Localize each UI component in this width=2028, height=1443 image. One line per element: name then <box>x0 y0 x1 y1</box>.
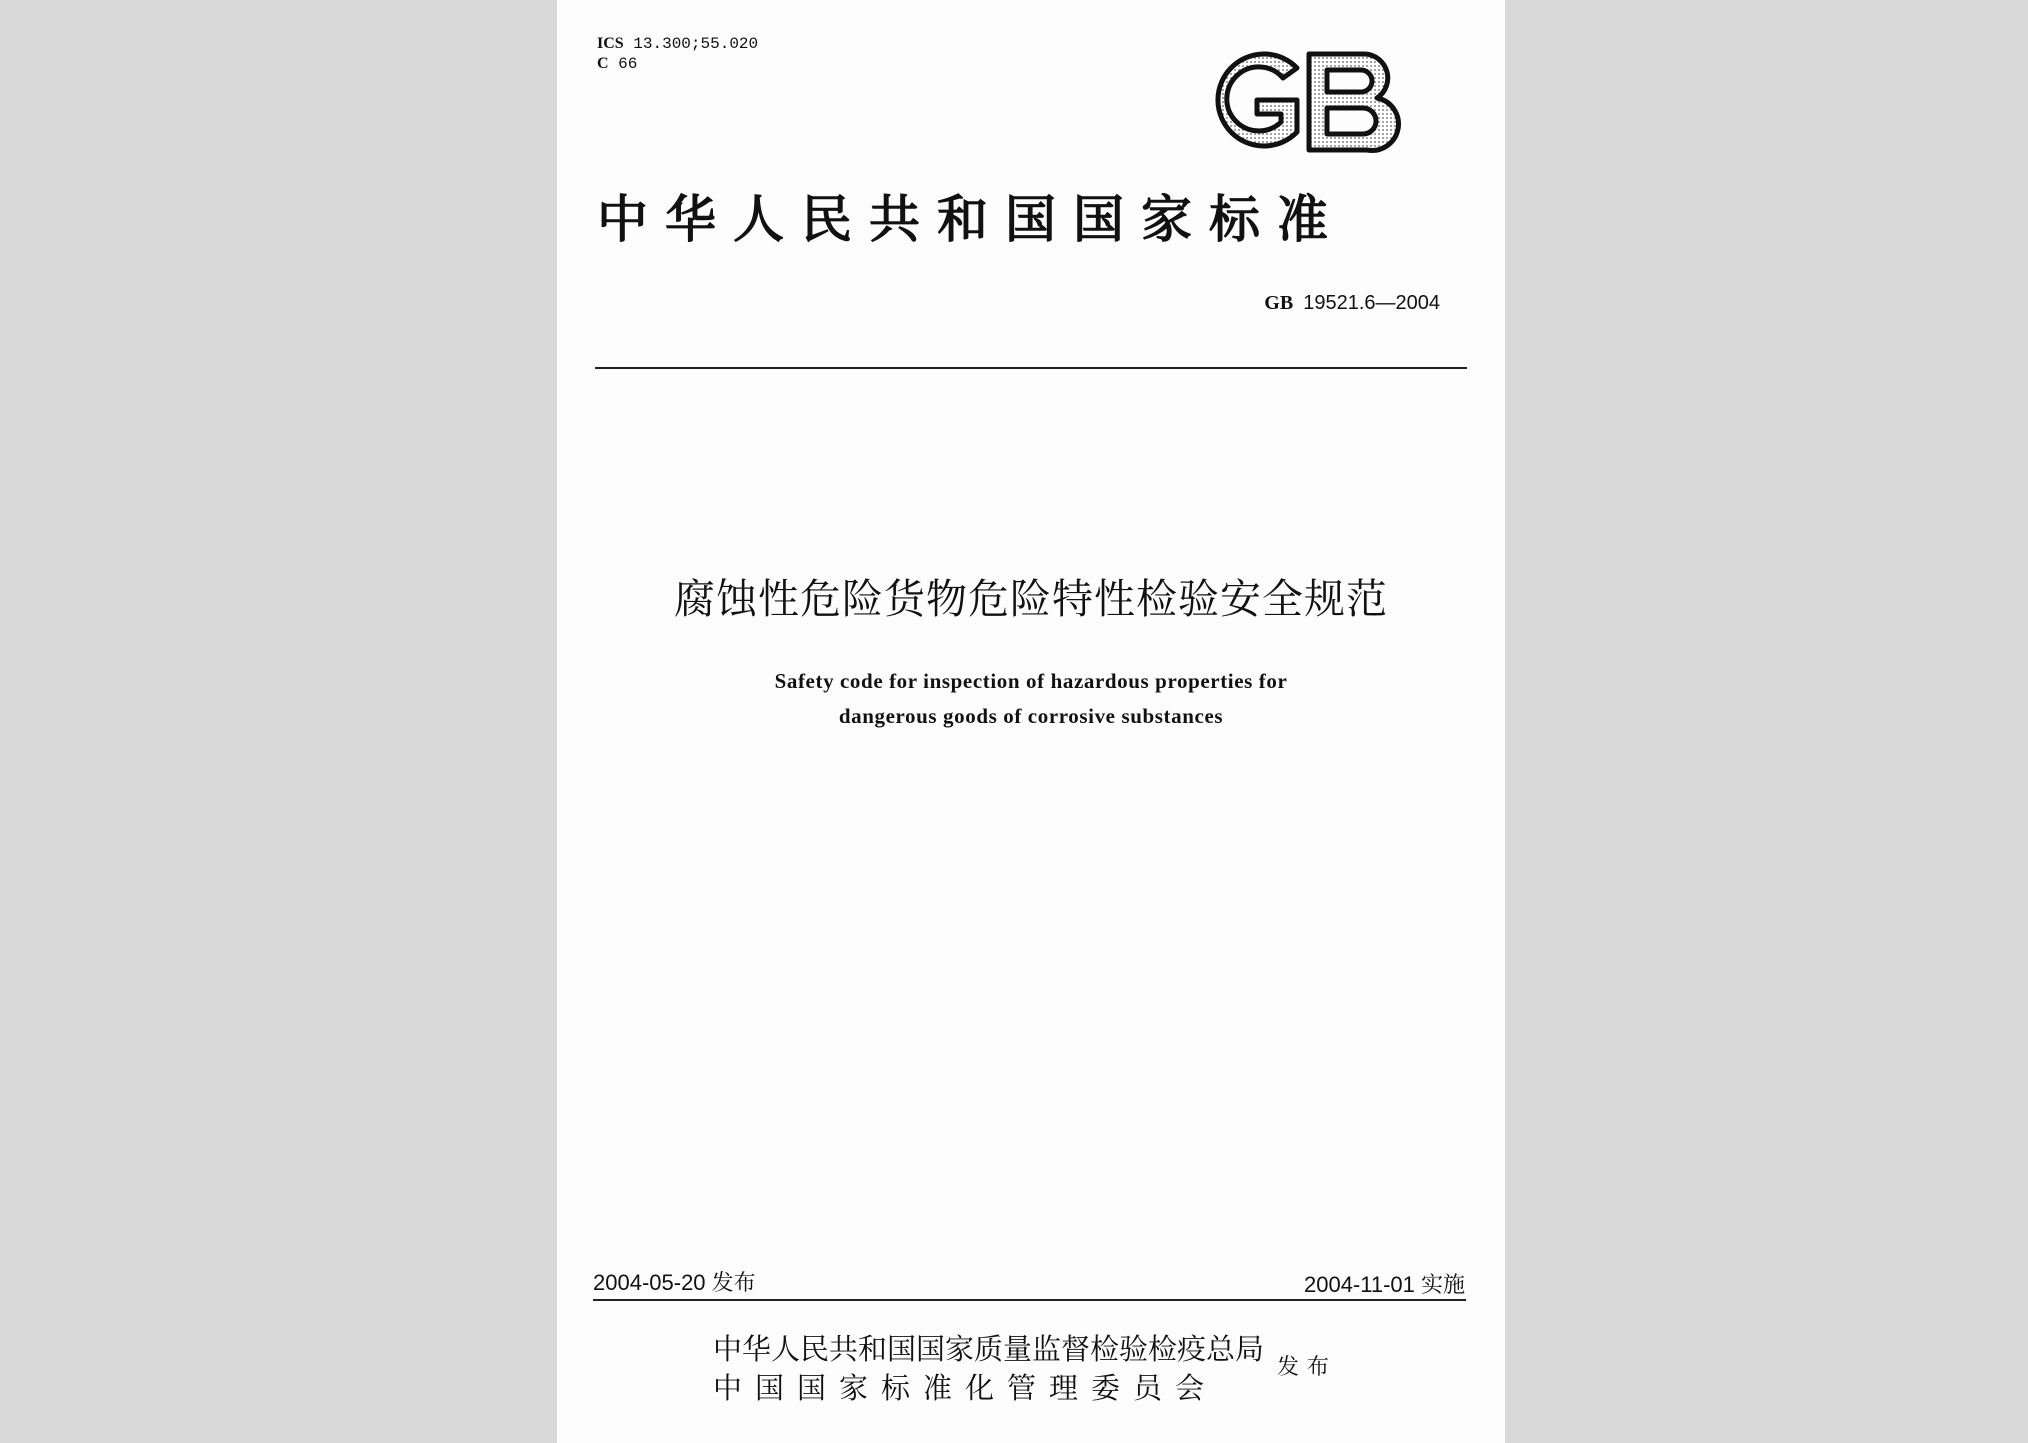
chinese-title: 腐蚀性危险货物危险特性检验安全规范 <box>674 575 1388 623</box>
english-title <box>557 664 1505 734</box>
ccs-label: C <box>597 55 609 72</box>
top-divider <box>595 367 1467 369</box>
publishers <box>713 1330 1264 1408</box>
ics-label: ICS <box>597 35 624 52</box>
publisher-sac: 中国国家标准化管理委员会 <box>713 1371 1218 1405</box>
national-standard-title: 中华人民共和国国家标准 <box>597 190 1346 250</box>
standard-prefix: GB <box>1264 292 1294 314</box>
publish-verb: 发布 <box>1277 1355 1338 1380</box>
english-title-line-1: Safety code for inspection of hazardous properties for <box>774 669 1288 693</box>
bottom-divider <box>593 1299 1466 1301</box>
standard-code: 19521.6—2004 <box>1303 292 1440 314</box>
standard-number <box>1264 292 1440 315</box>
implementation-date: 2004-11-01 实施 <box>1303 1272 1465 1297</box>
ccs-value: 66 <box>618 55 638 73</box>
issue-date: 2004-05-20 发布 <box>593 1270 756 1295</box>
ics-value: 13.300;55.020 <box>633 35 759 53</box>
publisher-aqsiq: 中华人民共和国国家质量监督检验检疫总局 <box>713 1332 1265 1366</box>
classification-codes <box>597 34 758 74</box>
document-page <box>557 0 1505 1443</box>
english-title-line-2: dangerous goods of corrosive substances <box>838 704 1224 728</box>
gb-logo-icon <box>1197 48 1405 156</box>
